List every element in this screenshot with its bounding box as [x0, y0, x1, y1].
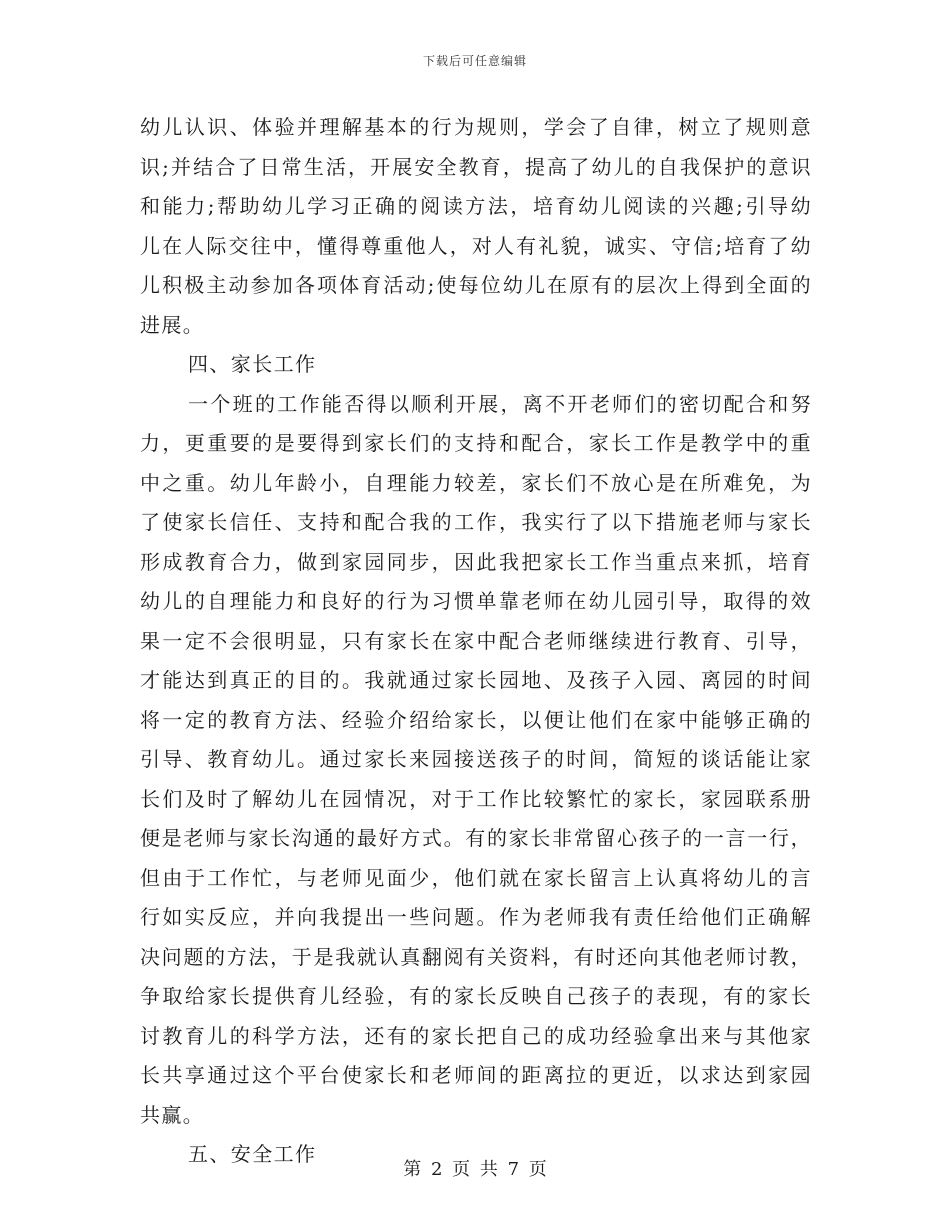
text-line: 但由于工作忙，与老师见面少，他们就在家长留言上认真将幼儿的言 [140, 865, 812, 890]
text-line: 果一定不会很明显，只有家长在家中配合老师继续进行教育、引导， [140, 628, 812, 653]
text-line: 中之重。幼儿年龄小，自理能力较差，家长们不放心是在所难免，为 [140, 470, 812, 495]
text-line: 识;并结合了日常生活，开展安全教育，提高了幼儿的自我保护的意识 [140, 154, 812, 179]
section-heading: 五、安全工作 [188, 1142, 317, 1166]
document-body [140, 108, 812, 1175]
text-line: 形成教育合力，做到家园同步，因此我把家长工作当重点来抓，培育 [140, 549, 812, 574]
text-line: 幼儿的自理能力和良好的行为习惯单靠老师在幼儿园引导，取得的效 [140, 589, 812, 613]
text-line: 儿积极主动参加各项体育活动;使每位幼儿在原有的层次上得到全面的 [140, 273, 812, 297]
text-line: 讨教育儿的科学方法，还有的家长把自己的成功经验拿出来与其他家 [140, 1023, 812, 1048]
text-line: 才能达到真正的目的。我就通过家长园地、及孩子入园、离园的时间 [140, 668, 812, 692]
page-header: 下载后可任意编辑 [422, 54, 527, 68]
text-line: 引导、教育幼儿。通过家长来园接送孩子的时间，简短的谈话能让家 [140, 747, 812, 771]
text-line: 行如实反应，并向我提出一些问题。作为老师我有责任给他们正确解 [140, 905, 812, 929]
page-footer: 第 2 页 共 7 页 [403, 1159, 547, 1180]
text-line: 便是老师与家长沟通的最好方式。有的家长非常留心孩子的一言一行， [140, 826, 812, 850]
text-line: 长们及时了解幼儿在园情况，对于工作比较繁忙的家长，家园联系册 [140, 786, 812, 811]
text-line: 了使家长信任、支持和配合我的工作，我实行了以下措施老师与家长 [140, 510, 812, 534]
text-line: 争取给家长提供育儿经验，有的家长反映自己孩子的表现，有的家长 [140, 984, 812, 1008]
text-line: 幼儿认识、体验并理解基本的行为规则，学会了自律，树立了规则意 [140, 115, 812, 139]
text-line: 长共享通过这个平台使家长和老师间的距离拉的更近，以求达到家园 [140, 1063, 812, 1087]
text-line: 和能力;帮助幼儿学习正确的阅读方法，培育幼儿阅读的兴趣;引导幼 [140, 194, 812, 218]
text-line: 将一定的教育方法、经验介绍给家长，以便让他们在家中能够正确的 [140, 707, 812, 732]
text-line: 共赢。 [140, 1102, 205, 1127]
text-line: 决问题的方法，于是我就认真翻阅有关资料，有时还向其他老师讨教， [140, 944, 812, 969]
text-line: 进展。 [140, 312, 205, 337]
text-line: 一个班的工作能否得以顺利开展，离不开老师们的密切配合和努 [188, 391, 812, 416]
text-line: 儿在人际交往中，懂得尊重他人，对人有礼貌，诚实、守信;培育了幼 [140, 233, 812, 258]
section-heading: 四、家长工作 [188, 352, 317, 376]
text-line: 力，更重要的是要得到家长们的支持和配合，家长工作是教学中的重 [140, 431, 812, 455]
